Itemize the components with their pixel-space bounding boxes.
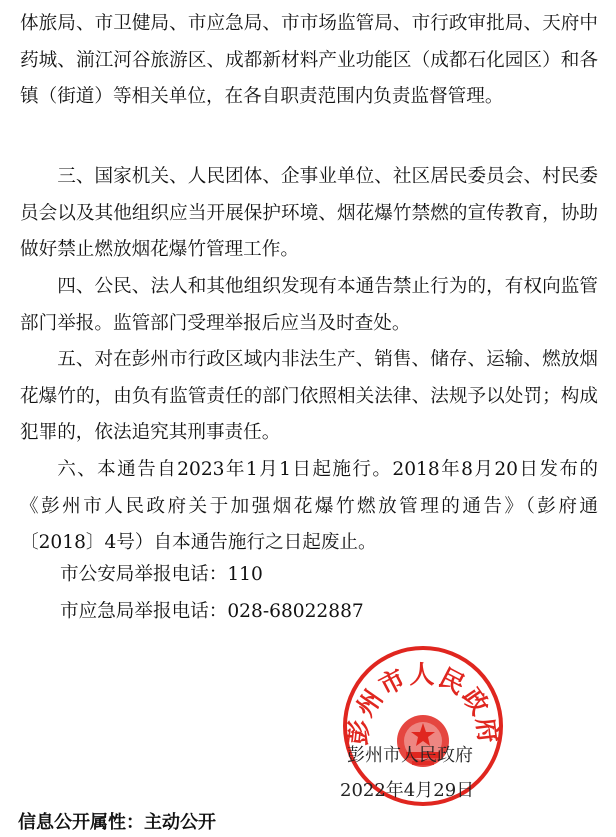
emergency-hotline: 市应急局举报电话：028-68022887 [60, 601, 364, 622]
issuer-name: 彭州市人民政府 [347, 745, 473, 766]
paragraph-item-6: 六、本通告自2023年1月1日起施行。2018年8月20日发布的《彭州市人民政府关于加强烟花爆竹燃放管理的通告》（彭府通〔2018〕4号）自本通告施行之日起废止。 [20, 459, 598, 554]
paragraph-item-5: 五、对在彭州市行政区域内非法生产、销售、储存、运输、燃放烟花爆竹的，由负有监管责任的部门依照相关法律、法规予以处罚；构成犯罪的，依法追究其刑事责任。 [20, 349, 598, 444]
paragraph-item-3: 三、国家机关、人民团体、企事业单位、社区居民委员会、村民委员会以及其他组织应当开展保护环境、烟花爆竹禁燃的宣传教育，协助做好禁止燃放烟花爆竹管理工作。 [20, 166, 598, 261]
paragraph-responsibility-continued: 体旅局、市卫健局、市应急局、市市场监管局、市行政审批局、天府中药城、湔江河谷旅游区、成都新材料产业功能区（成都石化园区）和各镇（街道）等相关单位，在各自职责范围内负责监督管理。 [20, 13, 598, 108]
disclosure-attribute: 信息公开属性：主动公开 [18, 812, 216, 833]
paragraph-item-4: 四、公民、法人和其他组织发现有本通告禁止行为的，有权向监管部门举报。监管部门受理举报后应当及时查处。 [20, 276, 598, 334]
police-hotline: 市公安局举报电话：110 [60, 564, 263, 585]
issue-date: 2022年4月29日 [340, 780, 475, 801]
seal-text: 彭州市人民政府 [342, 660, 504, 747]
